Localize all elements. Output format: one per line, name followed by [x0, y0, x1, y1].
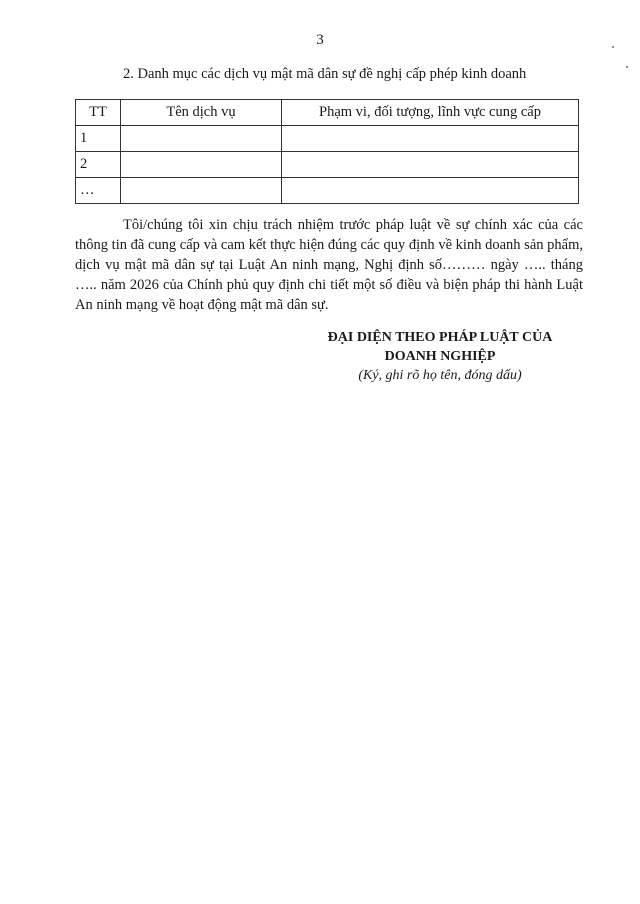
table-row — [76, 152, 579, 178]
table-cell-scope — [282, 178, 579, 204]
signature-title-line2: DOANH NGHIỆP — [384, 349, 496, 364]
table-header-row — [76, 100, 579, 126]
table-cell-tt: 2 — [76, 152, 121, 178]
table-cell-service-name — [121, 126, 282, 152]
scan-artifact-dot — [626, 66, 628, 68]
table-cell-tt: 1 — [76, 126, 121, 152]
table-cell-service-name — [121, 152, 282, 178]
table-cell-service-name — [121, 178, 282, 204]
table-cell-scope — [282, 152, 579, 178]
header-service-name: Tên dịch vụ — [121, 100, 282, 126]
signature-block — [290, 328, 590, 385]
table-cell-tt: … — [76, 178, 121, 204]
header-tt: TT — [76, 100, 121, 126]
section-heading: 2. Danh mục các dịch vụ mật mã dân sự đề nghị cấp phép kinh doanh — [123, 66, 527, 82]
signature-title-line1: ĐẠI DIỆN THEO PHÁP LUẬT CỦA — [327, 330, 553, 345]
commitment-paragraph: Tôi/chúng tôi xin chịu trách nhiệm trước pháp luật về sự chính xác của các thông tin đã cung cấp và cam kết thực hiện đúng các quy định về kinh doanh sản phẩm, dịch vụ mật mã dân sự tại Luật An ninh mạng, Nghị định số……… ngày ….. tháng ….. năm 2026 của Chính phủ quy định chi tiết một số điều và biện pháp thi hành Luật An ninh mạng về hoạt động mật mã dân sự. — [75, 217, 583, 313]
header-scope: Phạm vi, đối tượng, lĩnh vực cung cấp — [282, 100, 579, 126]
service-table — [75, 99, 579, 204]
table-row — [76, 178, 579, 204]
table-row — [76, 126, 579, 152]
scan-artifact-dot — [612, 46, 614, 48]
table-cell-scope — [282, 126, 579, 152]
signature-note: (Ký, ghi rõ họ tên, đóng dấu) — [358, 368, 522, 383]
page-number: 3 — [316, 32, 324, 48]
